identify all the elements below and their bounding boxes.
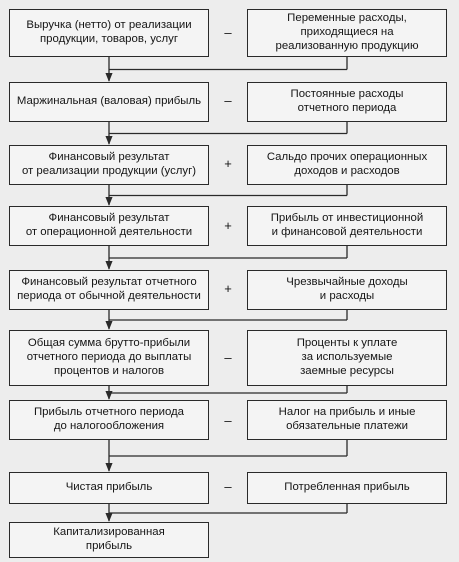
operator-8: – — [224, 479, 232, 494]
operator-6: – — [224, 350, 232, 365]
operator-7: – — [224, 413, 232, 428]
right-box-extraordinary-items: Чрезвычайные доходы и расходы — [247, 270, 447, 310]
right-box-variable-costs: Переменные расходы, приходящиеся на реализованную продукцию — [247, 9, 447, 57]
right-box-interest-payable: Проценты к уплате за используемые заемные ресурсы — [247, 330, 447, 386]
left-box-gross-profit: Общая сумма брутто-прибыли отчетного периода до выплаты процентов и налогов — [9, 330, 209, 386]
left-box-pretax-profit: Прибыль отчетного периода до налогообложения — [9, 400, 209, 440]
left-box-net-profit: Чистая прибыль — [9, 472, 209, 504]
operator-3: + — [224, 156, 232, 171]
right-box-investment-finance-profit: Прибыль от инвестиционной и финансовой деятельности — [247, 206, 447, 246]
right-box-consumed-profit: Потребленная прибыль — [247, 472, 447, 504]
right-box-other-operating-balance: Сальдо прочих операционных доходов и расходов — [247, 145, 447, 185]
right-box-fixed-costs: Постоянные расходы отчетного периода — [247, 82, 447, 122]
operator-4: + — [224, 218, 232, 233]
left-box-margin-profit: Маржинальная (валовая) прибыль — [9, 82, 209, 122]
left-box-ordinary-result: Финансовый результат отчетного периода от обычной деятельности — [9, 270, 209, 310]
left-box-sales-result: Финансовый результат от реализации продукции (услуг) — [9, 145, 209, 185]
left-box-capitalized-profit: Капитализированная прибыль — [9, 522, 209, 558]
left-box-operating-result: Финансовый результат от операционной деятельности — [9, 206, 209, 246]
operator-1: – — [224, 25, 232, 40]
operator-2: – — [224, 93, 232, 108]
operator-5: + — [224, 281, 232, 296]
left-box-revenue: Выручка (нетто) от реализации продукции, товаров, услуг — [9, 9, 209, 57]
right-box-income-tax: Налог на прибыль и иные обязательные платежи — [247, 400, 447, 440]
